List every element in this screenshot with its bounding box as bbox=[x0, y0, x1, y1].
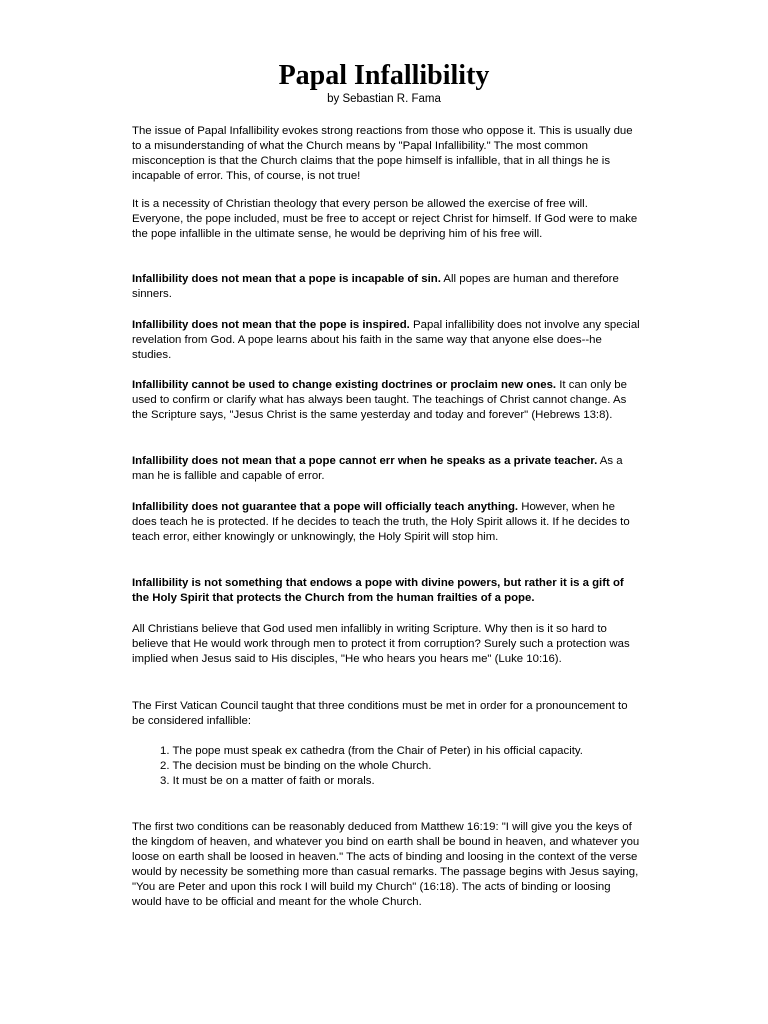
paragraph-text: The First Vatican Council taught that three conditions must be met in order for a pronouncement to be considered infallible: bbox=[132, 700, 628, 727]
paragraph-text: All Christians believe that God used men infallibly in writing Scripture. Why then is it so hard to believe that He would work through men to protect it from corruption? Surely such a protection was implied when Jesus said to His disciples, "He who hears you hears me" (Luke 10:16). bbox=[132, 623, 630, 665]
paragraph-no-new-doctrine bbox=[132, 378, 640, 423]
paragraph-text: However, when he does teach he is protected. If he decides to teach the truth, the Holy Spirit allows it. If he decides to teach error, either knowingly or unknowingly, the Holy Spirit will stop him. bbox=[132, 501, 630, 543]
paragraph-lead: Infallibility does not guarantee that a pope will officially teach anything. bbox=[132, 501, 519, 513]
paragraph-lead: Infallibility is not something that endows a pope with divine powers, but rather it is a gift of the Holy Spirit that protects the Church from the human frailties of a pope. bbox=[132, 577, 624, 604]
paragraph-private-teacher bbox=[132, 454, 640, 484]
paragraph-lead: Infallibility does not mean that the pope is inspired. bbox=[132, 319, 410, 331]
paragraph-no-guarantee bbox=[132, 500, 640, 545]
paragraph-lead: Infallibility does not mean that a pope is incapable of sin. bbox=[132, 273, 441, 285]
paragraph-text: As a man he is fallible and capable of error. bbox=[132, 455, 623, 482]
paragraph-text: Papal infallibility does not involve any special revelation from God. A pope learns about his faith in the same way that anyone else does--he studies. bbox=[132, 319, 640, 361]
paragraph-scripture bbox=[132, 622, 640, 667]
paragraph-intro bbox=[132, 124, 640, 184]
list-item: 1. The pope must speak ex cathedra (from the Chair of Peter) in his official capacity. bbox=[160, 745, 583, 757]
author-byline: by Sebastian R. Fama bbox=[327, 93, 441, 105]
paragraph-text: All popes are human and therefore sinners. bbox=[132, 273, 619, 300]
list-item: 3. It must be on a matter of faith or morals. bbox=[160, 775, 375, 787]
paragraph-lead: Infallibility does not mean that a pope cannot err when he speaks as a private teacher. bbox=[132, 455, 598, 467]
paragraph-free-will bbox=[132, 197, 640, 242]
paragraph-gift-of-spirit bbox=[132, 576, 640, 606]
document-title: Papal Infallibility bbox=[278, 60, 490, 91]
list-item: 2. The decision must be binding on the whole Church. bbox=[160, 760, 432, 772]
paragraph-text: It is a necessity of Christian theology that every person be allowed the exercise of free will. Everyone, the pope included, must be free to accept or reject Christ for himself. If God were to make the pope infallible in the ultimate sense, he would be depriving him of his free will. bbox=[132, 198, 638, 240]
conditions-list bbox=[160, 744, 620, 789]
paragraph-text: The issue of Papal Infallibility evokes strong reactions from those who oppose it. This is usually due to a misunderstanding of what the Church means by "Papal Infallibility." The most common misconception is that the Church claims that the pope himself is infallible, that in all things he is incapable of error. This, of course, is not true! bbox=[132, 125, 633, 182]
paragraph-not-inspired bbox=[132, 318, 640, 363]
paragraph-closing: The first two conditions can be reasonably deduced from Matthew 16:19: "I will give you the keys of the kingdom of heaven, and whatever you bind on earth shall be bound in heaven, and whatever you loose on earth shall be loosed in heaven." The acts of binding and loosing in the context of the verse would by necessity be something more than casual remarks. The passage begins with Jesus saying, "You are Peter and upon this rock I will build my Church" (16:18). The acts of binding or loosing would have to be official and meant for the whole Church. bbox=[132, 821, 640, 908]
paragraph-not-sinless bbox=[132, 272, 640, 302]
paragraph-vatican-council bbox=[132, 699, 640, 729]
paragraph-lead: Infallibility cannot be used to change existing doctrines or proclaim new ones. bbox=[132, 379, 557, 391]
paragraph-text: It can only be used to confirm or clarify what has always been taught. The teachings of Christ cannot change. As the Scripture says, "Jesus Christ is the same yesterday and today and forever" (Hebrews 13:8). bbox=[132, 379, 627, 421]
